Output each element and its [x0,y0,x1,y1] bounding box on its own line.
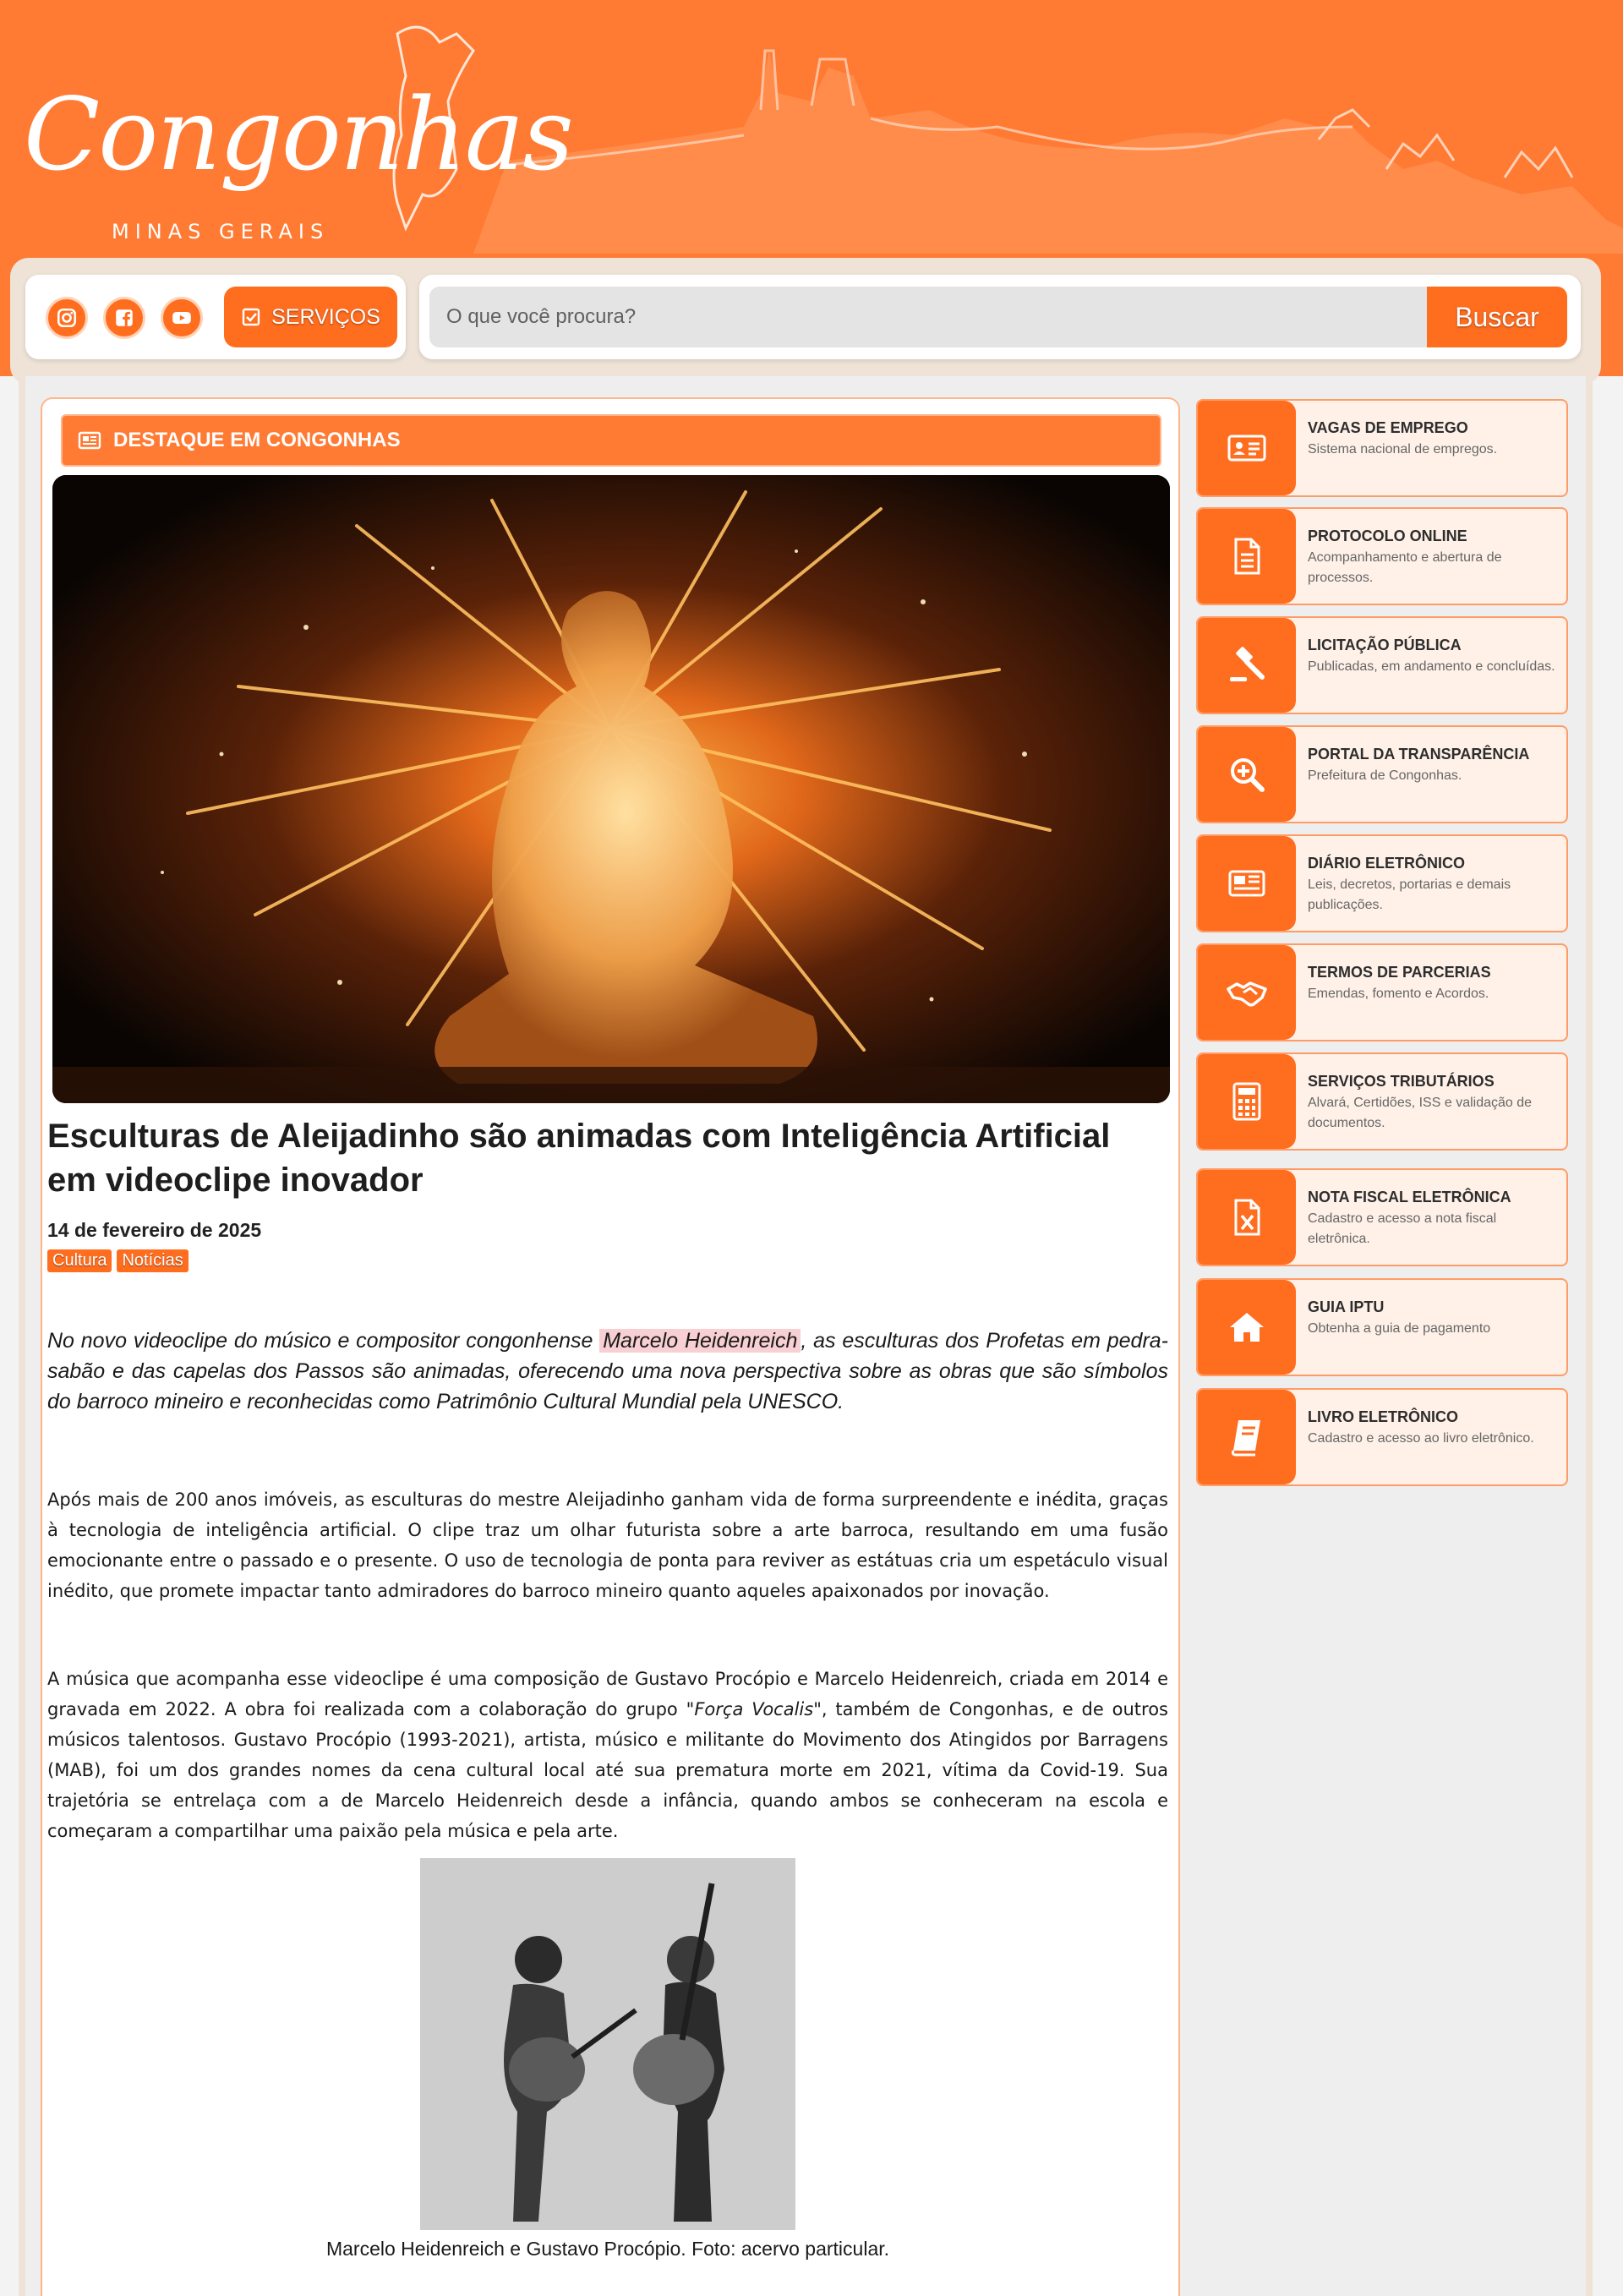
document-icon [1225,534,1269,578]
logo-subtitle: MINAS GERAIS [112,220,330,243]
sidebar-item-desc: Leis, decretos, portarias e demais publicações. [1308,877,1511,912]
tag-cultura[interactable]: Cultura [47,1249,112,1272]
article-date: 14 de fevereiro de 2025 [47,1219,262,1241]
calculator-icon [1225,1080,1269,1123]
paragraph-2-start: A música que acompanha esse videoclipe é uma composição de Gustavo Procópio e Marcelo Heidenreich, criada em 2014 e gravada em 2022. A obra foi realizada com a colaboração do grupo [47,1669,1168,1719]
search-button[interactable]: Buscar [1427,287,1567,347]
sidebar-item-vagas-emprego[interactable] [1196,399,1568,497]
icon-tile [1198,1390,1296,1484]
sidebar-item-guia-iptu[interactable] [1196,1278,1568,1376]
gavel-icon [1225,643,1269,687]
sidebar-item-title: SERVIÇOS TRIBUTÁRIOS [1308,1073,1495,1090]
lead-text-start: No novo videoclipe do músico e compositor congonhense [47,1329,600,1353]
sculpture-sparks-illustration [52,475,1170,1103]
excel-file-icon [1225,1195,1269,1239]
instagram-button[interactable] [46,297,88,339]
sidebar-item-desc: Emendas, fomento e Acordos. [1308,987,1489,1001]
sidebar-item-servicos-tributarios[interactable] [1196,1052,1568,1151]
sidebar-item-livro-eletronico[interactable] [1196,1388,1568,1486]
article-title: Esculturas de Aleijadinho são animadas com Inteligência Artificial em videoclipe inovador [47,1118,1111,1199]
sidebar-item-desc: Cadastro e acesso a nota fiscal eletrônica. [1308,1211,1497,1246]
sidebar-item-desc: Prefeitura de Congonhas. [1308,768,1462,783]
article-lead [47,1326,1168,1417]
site-logo[interactable] [24,76,572,245]
logo-wordmark: Congonhas [24,76,572,193]
tag-noticias[interactable]: Notícias [117,1249,188,1272]
sidebar-item-nota-fiscal[interactable] [1196,1168,1568,1266]
icon-tile [1198,401,1296,495]
sidebar-item-desc: Obtenha a guia de pagamento [1308,1321,1491,1336]
home-icon [1225,1305,1269,1349]
sidebar-item-desc: Alvará, Certidões, ISS e validação de documentos. [1308,1096,1533,1130]
sidebar-item-title: TERMOS DE PARCERIAS [1308,964,1491,981]
musicians-illustration [420,1858,795,2230]
checkbox-icon [241,307,261,327]
magnifier-plus-icon [1225,752,1269,796]
sidebar-item-desc: Publicadas, em andamento e concluídas. [1308,659,1555,674]
handshake-icon [1225,970,1269,1014]
sidebar-item-title: LIVRO ELETRÔNICO [1308,1408,1459,1425]
icon-tile [1198,836,1296,931]
sidebar-item-termos-parcerias[interactable] [1196,943,1568,1041]
youtube-button[interactable] [161,297,203,339]
icon-tile [1198,509,1296,604]
icon-tile [1198,618,1296,713]
icon-tile [1198,1054,1296,1149]
icon-tile [1198,945,1296,1040]
sidebar-item-title: NOTA FISCAL ELETRÔNICA [1308,1189,1511,1205]
sidebar-item-title: LICITAÇÃO PÚBLICA [1308,637,1462,653]
facebook-icon [113,307,135,329]
sidebar-item-portal-transparencia[interactable] [1196,725,1568,823]
newspaper-icon [78,431,101,450]
article-tags [47,1249,189,1272]
sidebar-item-diario-eletronico[interactable] [1196,834,1568,932]
services-button[interactable] [224,287,397,347]
sidebar-item-desc: Cadastro e acesso ao livro eletrônico. [1308,1431,1534,1446]
instagram-icon [56,307,78,329]
id-card-icon [1225,426,1269,470]
newspaper-icon [1225,861,1269,905]
sidebar-item-title: PROTOCOLO ONLINE [1308,528,1467,544]
book-icon [1225,1415,1269,1459]
search-input[interactable] [429,287,1427,347]
paragraph-2-end: , também de Congonhas, e de outros músicos talentosos. Gustavo Procópio (1993-2021), artista, músico e militante do Movimento dos Atingidos por Barragens (MAB), foi um dos grandes nomes da cena cultural local até sua prematura morte em 2021, vítima da Covid-19. Sua trajetória se entrelaça com a de Marcelo Heidenreich desde a infância, quando ambos se conheceram na escola e começaram a compartilhar uma paixão pela música e pela arte. [47,1699,1168,1841]
sidebar-item-title: GUIA IPTU [1308,1298,1385,1315]
youtube-icon [171,307,193,329]
lead-text-end: , as esculturas dos Profetas em pedra-sabão e das capelas dos Passos são animadas, oferecendo uma nova perspectiva sobre as obras que são símbolos do barroco mineiro e reconhecidas como Patrimônio Cultural Mundial pela UNESCO. [47,1329,1168,1413]
sidebar-item-licitacao-publica[interactable] [1196,616,1568,714]
sidebar-item-desc: Acompanhamento e abertura de processos. [1308,550,1502,585]
search-bar [419,275,1581,359]
facebook-button[interactable] [103,297,145,339]
featured-section-label: DESTAQUE EM CONGONHAS [113,429,401,451]
featured-hero-image[interactable] [52,475,1170,1103]
icon-tile [1198,1170,1296,1265]
lead-highlight: Marcelo Heidenreich [599,1329,801,1353]
services-label: SERVIÇOS [271,304,380,329]
sidebar-item-title: DIÁRIO ELETRÔNICO [1308,855,1466,872]
sidebar-item-title: VAGAS DE EMPREGO [1308,419,1468,436]
icon-tile [1198,1280,1296,1375]
article-paragraph-1: Após mais de 200 anos imóveis, as esculturas do mestre Aleijadinho ganham vida de forma surpreendente e inédita, graças à tecnologia de inteligência artificial. O clipe traz um olhar futurista sobre a arte barroca, resultando em uma fusão emocionante entre o passado e o presente. O uso de tecnologia de ponta para reviver as estátuas cria um espetáculo visual inédito, que promete impactar tanto admiradores do barroco mineiro quanto aqueles apaixonados por inovação. [47,1490,1168,1601]
musicians-photo[interactable] [420,1858,795,2230]
sidebar-item-desc: Sistema nacional de empregos. [1308,442,1498,456]
icon-tile [1198,727,1296,822]
paragraph-2-italic: "Força Vocalis" [686,1699,822,1719]
sidebar-item-protocolo-online[interactable] [1196,507,1568,605]
social-services-bar [25,275,406,359]
sidebar-item-title: PORTAL DA TRANSPARÊNCIA [1308,746,1530,763]
photo-caption: Marcelo Heidenreich e Gustavo Procópio. Foto: acervo particular. [325,2238,890,2260]
featured-section-header [61,414,1161,467]
article-paragraph-2 [47,1664,1168,1846]
